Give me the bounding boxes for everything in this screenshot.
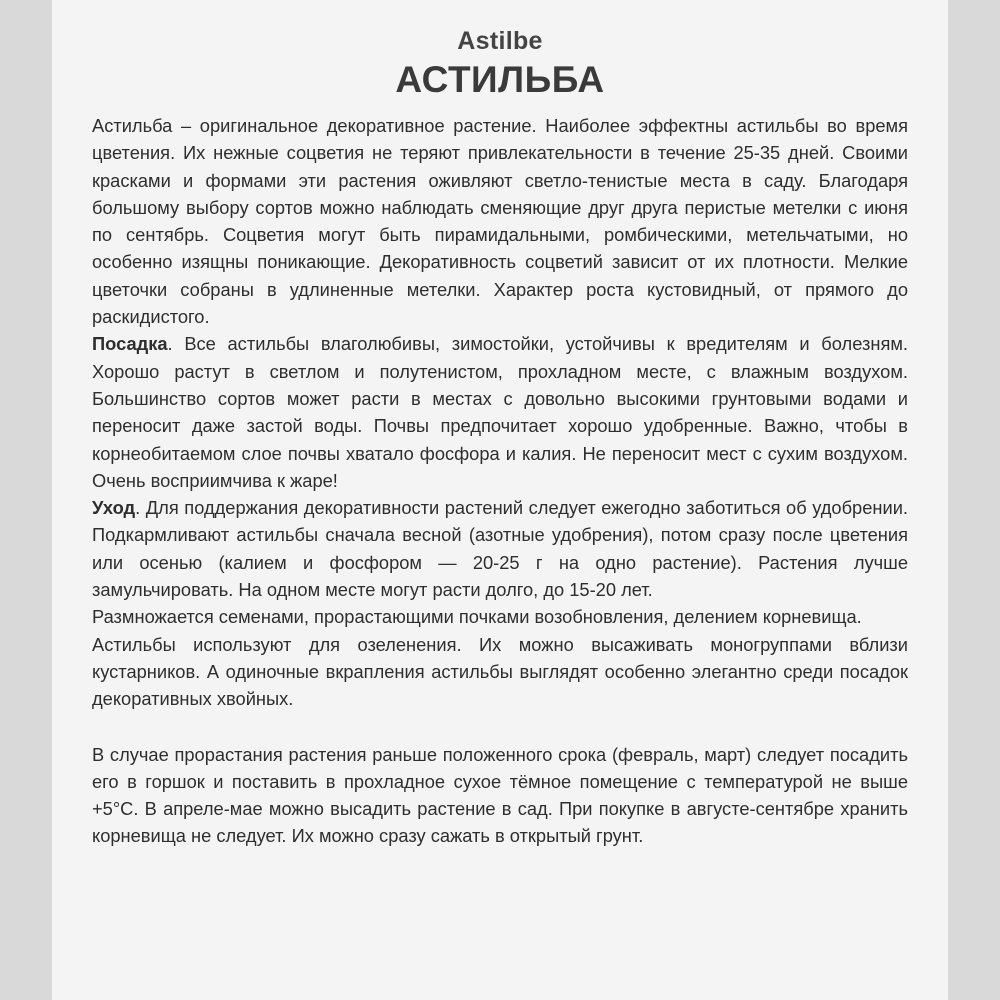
planting-paragraph: [92, 330, 908, 494]
planting-heading: Посадка: [92, 333, 168, 355]
instruction-sheet: [52, 0, 948, 1000]
usage-paragraph: Астильбы используют для озеленения. Их можно высаживать моногруппами вблизи кустарников. А одиночные вкрапления астильбы выглядят особенно элегантно среди посадок декоративных хвойных.: [92, 633, 908, 710]
care-text: . Для поддержания декоративности растений следует ежегодно заботиться об удобрении. Подкармливают астильбы сначала весной (азотные удобрения), потом сразу после цветения или осенью (калием и фосфором — 20-25 г на одно растение). Растения лучше замульчировать. На одном месте могут расти долго, до 15-20 лет.: [92, 497, 908, 601]
care-heading: Уход: [92, 497, 136, 519]
care-paragraph: [92, 494, 908, 603]
intro-paragraph: Астильба – оригинальное декоративное растение. Наиболее эффектны астильбы во время цветения. Их нежные соцветия не теряют привлекательности в течение 25-35 дней. Своими красками и формами эти растения оживляют светло-тенистые места в саду. Благодаря большому выбору сортов можно наблюдать сменяющие друг друга перистые метелки с июня по сентябрь. Соцветия могут быть пирамидальными, ромбическими, метельчатыми, но особенно изящны поникающие. Декоративность соцветий зависит от их плотности. Мелкие цветочки собраны в удлиненные метелки. Характер роста кустовидный, от прямого до раскидистого.: [92, 115, 908, 328]
planting-text: . Все астильбы влаголюбивы, зимостойки, устойчивы к вредителям и болезням. Хорошо растут в светлом и полутенистом, прохладном месте, с влажным воздухом. Большинство сортов может расти в местах с довольно высокими грунтовыми водами и переносит даже застой воды. Почвы предпочитает хорошо удобренные. Важно, чтобы в корнеобитаемом слое почвы хватало фосфора и калия. Не переносит мест с сухим воздухом. Очень восприимчива к жаре!: [92, 333, 908, 491]
section-gap: [92, 713, 908, 741]
latin-title: Astilbe: [457, 27, 543, 55]
storage-note-paragraph: В случае прорастания растения раньше положенного срока (февраль, март) следует посадить его в горшок и поставить в прохладное сухое тёмное помещение с температурой не выше +5°С. В апреле-мае можно высадить растение в сад. При покупке в августе-сентябре хранить корневища не следует. Их можно сразу сажать в открытый грунт.: [92, 743, 908, 847]
russian-title: АСТИЛЬБА: [395, 59, 605, 100]
propagation-paragraph: Размножается семенами, прорастающими почками возобновления, делением корневища.: [92, 606, 862, 628]
